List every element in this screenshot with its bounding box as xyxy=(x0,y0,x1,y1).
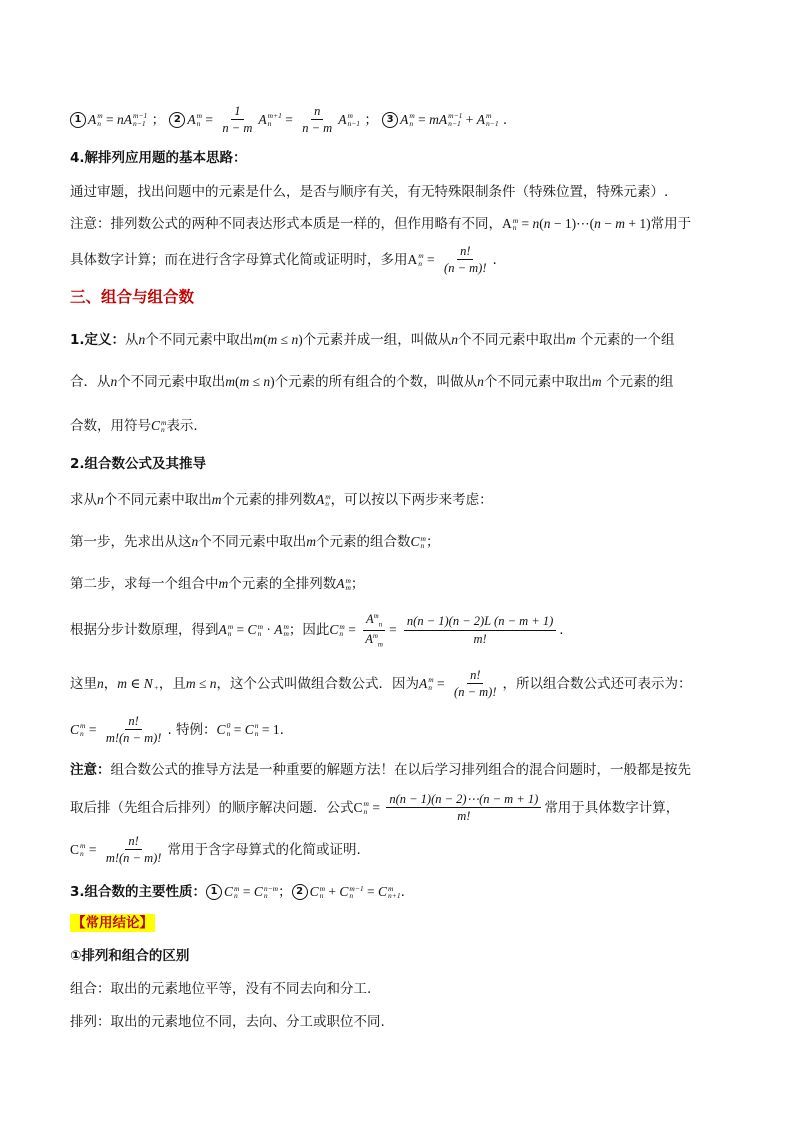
s4-para1: 通过审题，找出问题中的元素是什么，是否与顺序有关，有无特殊限制条件（特殊位置，特殊元素）. xyxy=(70,184,669,200)
permutation-identities: 1 A m n = nA m−1 n−1 ； 2 A m n = $\frac{1}{n - m}$ A m+1 n = $\frac{n}{n - m}$ A m n−1 ； 3 A m n = mA m−1 n−1 + A m n−1 . xyxy=(70,104,507,136)
definition-line3: 合数，用符号C m n 表示. xyxy=(70,417,198,434)
circled-2-icon: 2 xyxy=(169,112,185,128)
note2-line3: C m n = $\frac{n!}{m!(n - m)!}$ 常用于含字母算式的化简或证明. xyxy=(70,834,361,866)
note2-line1: 注意：组合数公式的推导方法是一种重要的解题方法！在以后学习排列组合的混合问题时，一般都是按先 xyxy=(70,762,691,778)
circled-1-icon: 1 xyxy=(70,112,86,128)
conclusion-heading: ①排列和组合的区别 xyxy=(70,948,190,964)
note2-line2: 取后排（先组合后排列）的顺序解决问题．公式C m n = $\frac{n(n - 1)(n - 2)\cdots(n - m + 1)}{m!}$ 常用于具体数字计算， xyxy=(70,792,680,824)
s4-note-line2: 具体数字计算；而在进行含字母算式化简或证明时，多用A m n = $\frac{n!}{(n - m)!}$ . xyxy=(70,244,497,276)
s3-properties: 3.组合数的主要性质： 1 C m n = C n−m n ； 2 C m n + C m−1 n = C m n+1 . xyxy=(70,883,405,900)
circled-2-icon: 2 xyxy=(292,884,308,900)
s4-note-line1: 注意：排列数公式的两种不同表达形式本质是一样的，但作用略有不同，A m n = n(n − 1)⋯(n − m + 1)常用于 xyxy=(70,215,692,232)
section-3-title: 三、组合与组合数 xyxy=(70,288,195,306)
combination-desc: 组合：取出的元素地位平等，没有不同去向和分工. xyxy=(70,981,372,997)
permutation-desc: 排列：取出的元素地位不同，去向、分工或职位不同. xyxy=(70,1014,385,1030)
definition-line2: 合．从n个不同元素中取出m(m ≤ n)个元素的所有组合的个数，叫做从n个不同元素中取出m 个元素的组 xyxy=(70,374,674,390)
conclusion-tag: 【常用结论】 xyxy=(72,915,153,931)
section-4-heading: 4.解排列应用题的基本思路： xyxy=(70,150,247,166)
s2-line3: 第二步，求每一个组合中m个元素的全排列数A m m ； xyxy=(70,575,365,592)
s2-line1: 求从n个不同元素中取出m个元素的排列数A m n ，可以按以下两步来考虑： xyxy=(70,491,493,508)
s2-line5: 这里n，m ∈ N + ，且m ≤ n，这个公式叫做组合数公式．因为A m n = $\frac{n!}{(n - m)!}$ ，所以组合数公式还可表示为： xyxy=(70,668,692,700)
s2-line2: 第一步，先求出从这n个不同元素中取出m个元素的组合数C m n ； xyxy=(70,533,440,550)
definition-line1: 1.定义：从n个不同元素中取出m(m ≤ n)个元素并成一组，叫做从n个不同元素中取出m 个元素的一个组 xyxy=(70,332,675,348)
s2-heading: 2.组合数公式及其推导 xyxy=(70,456,207,472)
s2-line6: C m n = $\frac{n!}{m!(n - m)!}$ . 特例：C 0 n = C n n = 1. xyxy=(70,714,284,746)
s2-line4: 根据分步计数原理，得到A m n = C m n · A m m ；因此C m n = $\frac{A^m_n}{A^m_m}$ = $\frac{n(n - 1)(n - 2)L (n - m + 1)}{m!}$ . xyxy=(70,612,564,649)
circled-3-icon: 3 xyxy=(382,112,398,128)
circled-1-icon: 1 xyxy=(206,884,222,900)
